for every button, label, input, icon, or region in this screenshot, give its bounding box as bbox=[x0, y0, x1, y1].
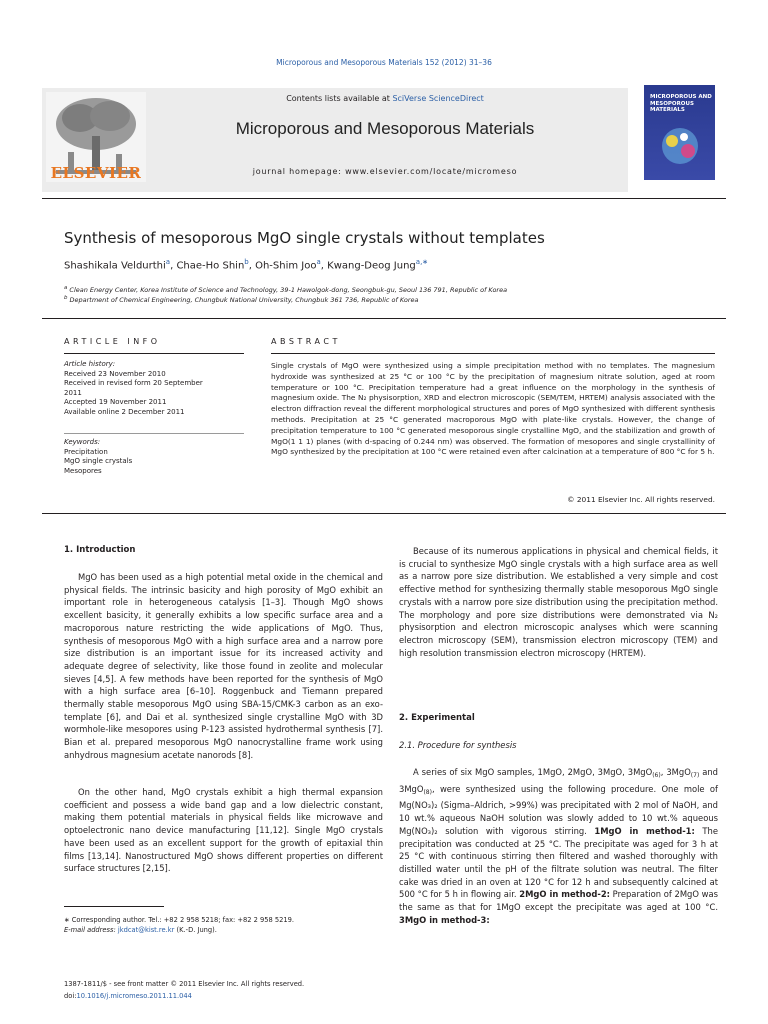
doi-line bbox=[64, 991, 384, 1001]
synthesis-text: Preparation of 2MgO was the same as that for 1MgO except the precipitate was aged at 100 °C. bbox=[399, 889, 718, 913]
history-line: 2011 bbox=[64, 388, 82, 397]
intro-paragraph-3: Because of its numerous applications in physical and chemical fields, it is crucial to synthesize MgO single crystals with a high surface area as well as a narrow pore size distribution. We established a very simple and cost effective method for synthesizing thermally stable mesoporous MgO single crystals with a narrow pore size distribution using the precipitation method. The morphology and pore size distributions were demonstrated via N₂ physisorption and electron microscopic analyses which were scanning electron microscopy (SEM), transmission electron microscopy (TEM) and high resolution transmission electron microscopy (HRTEM). bbox=[399, 546, 718, 658]
synthesis-paragraph bbox=[399, 766, 718, 926]
history-line: Accepted 19 November 2011 bbox=[64, 398, 167, 406]
doi-prefix: doi: bbox=[64, 992, 77, 1000]
method-label: 1MgO in method-1: bbox=[594, 825, 695, 836]
abstract-text: Single crystals of MgO were synthesized using a simple precipitation method with no templates. The magnesium hydroxide was synthesized at 25 °C or 100 °C by the precipitation of magnesium nitrate solution, aged at room temperature or 100 °C. Precipitation temperature had a great influence on the morphology in the synthesis of magnesium oxide. The N₂ physisorption, XRD and electron microscopic (SEM/TEM, HRTEM) analysis associated with the electron diffraction reveal the different morphological structures and pores of MgO synthesized with different synthesis methods. Precipitation at 25 °C generated macroporous MgO with plate-like crystals. However, the change of precipitation temperature to 100 °C generated mesoporous single crystalline MgO, and the stabilization and growth of MgO(1 1 1) planes (with d-spacing of 0.244 nm) was observed. The formation of mesopores and single crystallinity of MgO synthesized by the precipitation at 100 °C were retained even after calcination at a temperature of 800 °C for 5 h. bbox=[271, 361, 715, 457]
email-suffix: (K.-D. Jung). bbox=[174, 926, 217, 934]
abstract-bottom-rule bbox=[42, 513, 726, 514]
issn-line: 1387-1811/$ - see front matter © 2011 Elsevier Inc. All rights reserved. bbox=[64, 980, 305, 988]
abstract-rule bbox=[271, 353, 715, 354]
history-line: Received in revised form 20 September bbox=[64, 379, 203, 387]
contents-line bbox=[160, 94, 610, 103]
affiliation bbox=[64, 294, 419, 305]
intro-paragraph-1: MgO has been used as a high potential metal oxide in the chemical and physical fields. The intrinsic basicity and high porosity of MgO exhibit an important role in heterogeneous catalysis [1–3]. Though MgO shows excellent basicity, it generally exhibits a low specific surface area and a macroporous nature restricting the wide applications of MgO. Thus, synthesis of mesoporous MgO with a high surface area and a narrow pore size distribution is an important issue for its increased activity and adequate degree of selectivity, like those found in zeolite and molecular sieves [4,5]. A few methods have been reported for the synthesis of MgO with a high surface area [6–10]. Roggenbuck and Tiemann prepared thermally stable mesoporous MgO using SBA-15/CMK-3 carbon as an exo-template [6], and Dai et al. synthesized single crystalline MgO with 3D wormhole-like mesopores using P-123 assisted hydrothermal synthesis [7]. Bian et al. prepared mesoporous MgO nanocrystalline frame work using anhydrous magnesium acetate nanorods [8]. bbox=[64, 572, 383, 760]
keywords-label: Keywords: bbox=[64, 438, 101, 446]
history-line: Received 23 November 2010 bbox=[64, 369, 166, 378]
author-affil-mark[interactable]: a bbox=[165, 258, 171, 266]
author-affil-mark[interactable]: b bbox=[244, 258, 249, 266]
synthesis-text: The precipitation was conducted at 25 °C. The precipitate was aged for 3 h at 25 °C with continuous stirring then filtered and washed thoroughly with distilled water until the pH of the filtrate solution was neutral. The filter cake was dried in an oven at 120 °C for 12 h and subsequently calcined at 500 °C for 5 h in flowing air. bbox=[399, 825, 718, 900]
author-name: Kwang-Deog Jung bbox=[327, 260, 416, 272]
abstract-heading: ABSTRACT bbox=[271, 337, 341, 346]
cover-molecule-icon bbox=[652, 123, 708, 169]
corresponding-author-note bbox=[64, 915, 384, 935]
synthesis-text: and 3MgO bbox=[399, 767, 718, 794]
journal-title: Microporous and Mesoporous Materials bbox=[235, 119, 535, 138]
info-rule bbox=[64, 353, 244, 354]
history-label: Article history: bbox=[64, 360, 116, 368]
keyword: MgO single crystals bbox=[64, 457, 133, 465]
intro-paragraph-2: On the other hand, MgO crystals exhibit a high thermal expansion coefficient and possess a wide band gap and a low dielectric constant, making them potential materials in physical fields like microwave and optoelectronic nano device manufacturing [11,12]. Single MgO crystals have been used as an excellent support for the growth of epitaxial thin films [13,14]. Nanostructured MgO shows different properties on different surface structures [2,15]. bbox=[64, 787, 383, 874]
journal-cover-image bbox=[644, 85, 715, 180]
method-label: 3MgO in method-3: bbox=[399, 914, 490, 925]
homepage-link[interactable]: www.elsevier.com/locate/micromeso bbox=[345, 167, 518, 176]
subsection-heading-synthesis: 2.1. Procedure for synthesis bbox=[399, 740, 517, 750]
keywords bbox=[64, 438, 244, 476]
footnote-rule bbox=[64, 906, 164, 907]
section-heading-introduction: 1. Introduction bbox=[64, 545, 136, 555]
contents-prefix: Contents lists available at bbox=[286, 94, 393, 103]
affiliation-mark: a bbox=[64, 285, 68, 291]
homepage-prefix: journal homepage: bbox=[252, 167, 346, 176]
author-name: Chae-Ho Shin bbox=[176, 260, 245, 272]
running-header[interactable]: Microporous and Mesoporous Materials 152 (2012) 31–36 bbox=[276, 58, 492, 67]
author-list: Shashikala Veldurthi$^a$, Chae-Ho Shin$^b$, Oh-Shim Joo$^a$, Kwang-Deog Jung$^{a,∗}$ bbox=[64, 258, 429, 272]
author-name: Oh-Shim Joo bbox=[255, 260, 317, 272]
author-affil-mark[interactable]: a bbox=[316, 258, 321, 266]
keywords-rule bbox=[64, 433, 244, 434]
sample-subscript: (8) bbox=[423, 788, 432, 796]
synthesis-text: , were synthesized using the following procedure. One mole of Mg(NO₃)₂ (Sigma–Aldrich, >99%) was precipitated with 2 mol of NaOH, and 10 wt.% aqueous NaOH solution was slowly added to 10 wt.% aqueous Mg(NO₃)₂ solution with vigorous stirring. bbox=[399, 783, 718, 836]
doi-link[interactable]: 10.1016/j.micromeso.2011.11.044 bbox=[76, 992, 192, 1000]
history-line: Available online 2 December 2011 bbox=[64, 407, 185, 416]
synthesis-text: , 3MgO bbox=[660, 767, 691, 777]
email-label: E-mail address: bbox=[64, 926, 118, 934]
author-affil-mark[interactable]: a,∗ bbox=[415, 258, 429, 266]
affiliation-mark: b bbox=[64, 295, 68, 301]
affiliation-text: Department of Chemical Engineering, Chungbuk National University, Chungbuk 361 736, Republic of Korea bbox=[69, 296, 419, 305]
author-name: Shashikala Veldurthi bbox=[64, 260, 166, 272]
publisher-logo-text: ELSEVIER bbox=[50, 164, 142, 182]
copyright: © 2011 Elsevier Inc. All rights reserved. bbox=[567, 495, 715, 504]
sample-subscript: (7) bbox=[690, 772, 700, 779]
keyword: Mesopores bbox=[64, 466, 102, 475]
header-rule bbox=[42, 198, 726, 199]
authors-rule bbox=[42, 318, 726, 319]
footnote-contact: ∗ Corresponding author. Tel.: +82 2 958 5218; fax: +82 2 958 5219. bbox=[64, 916, 295, 924]
section-heading-experimental: 2. Experimental bbox=[399, 713, 475, 723]
article-history bbox=[64, 360, 244, 417]
sciencedirect-link[interactable]: SciVerse ScienceDirect bbox=[392, 94, 484, 103]
method-label: 2MgO in method-2: bbox=[519, 889, 610, 900]
cover-title: MICROPOROUS AND MESOPOROUS MATERIALS bbox=[650, 94, 712, 113]
homepage-line bbox=[160, 167, 610, 176]
synthesis-text: A series of six MgO samples, 1MgO, 2MgO, 3MgO, 3MgO bbox=[413, 767, 653, 777]
email-link[interactable]: jkdcat@kist.re.kr bbox=[117, 926, 175, 934]
affiliation-text: Clean Energy Center, Korea Institute of Science and Technology, 39-1 Hawolgok-dong, Seongbuk-gu, Seoul 136 791, Republic of Korea bbox=[69, 286, 508, 295]
article-info-heading: ARTICLE INFO bbox=[64, 337, 161, 346]
keyword: Precipitation bbox=[64, 447, 108, 456]
article-title: Synthesis of mesoporous MgO single crystals without templates bbox=[64, 229, 545, 247]
sample-subscript: (6) bbox=[652, 772, 661, 779]
